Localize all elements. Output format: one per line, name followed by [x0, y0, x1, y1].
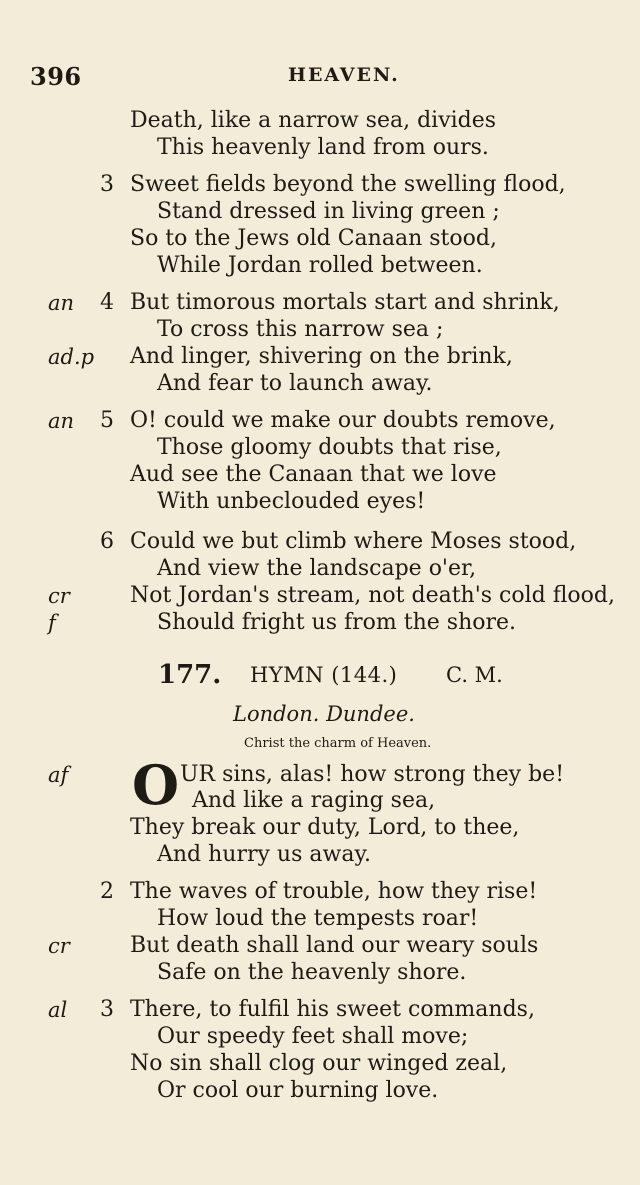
- verse-line: So to the Jews old Canaan stood,: [130, 226, 497, 251]
- verse-line: They break our duty, Lord, to thee,: [130, 815, 520, 840]
- margin-mark: an: [48, 291, 75, 315]
- hymn-subtitle: Christ the charm of Heaven.: [244, 736, 432, 751]
- margin-mark: ad.p: [48, 345, 95, 369]
- verse-line: Stand dressed in living green ;: [157, 199, 500, 224]
- hymn-number: 177.: [158, 660, 222, 690]
- tune-names: London. Dundee.: [233, 702, 415, 726]
- margin-mark: f: [48, 611, 56, 635]
- stanza-number: 3: [100, 172, 114, 197]
- verse-line: To cross this narrow sea ;: [157, 317, 444, 342]
- verse-line: Not Jordan's stream, not death's cold flood,: [130, 583, 615, 608]
- stanza-number: 6: [100, 529, 114, 554]
- verse-line: O! could we make our doubts remove,: [130, 408, 556, 433]
- verse-line: Aud see the Canaan that we love: [130, 462, 497, 487]
- verse-line: And fear to launch away.: [157, 371, 433, 396]
- verse-line: Should fright us from the shore.: [157, 610, 517, 635]
- verse-line: There, to fulfil his sweet commands,: [130, 997, 535, 1022]
- verse-line: Safe on the heavenly shore.: [157, 960, 467, 985]
- stanza-number: 3: [100, 997, 114, 1022]
- verse-line: Our speedy feet shall move;: [157, 1024, 469, 1049]
- verse-line: Or cool our burning love.: [157, 1078, 439, 1103]
- verse-line: The waves of trouble, how they rise!: [130, 879, 538, 904]
- verse-line: With unbeclouded eyes!: [157, 489, 426, 514]
- verse-line: Could we but climb where Moses stood,: [130, 529, 577, 554]
- margin-mark: an: [48, 409, 75, 433]
- verse-line: While Jordan rolled between.: [157, 253, 483, 278]
- stanza-number: 2: [100, 879, 114, 904]
- verse-line: Death, like a narrow sea, divides: [130, 108, 497, 133]
- page-number: 396: [30, 62, 82, 91]
- verse-line: How loud the tempests roar!: [157, 906, 479, 931]
- hymn-title: HYMN (144.): [250, 663, 398, 687]
- verse-line: But timorous mortals start and shrink,: [130, 290, 560, 315]
- hymn-meter: C. M.: [446, 663, 503, 687]
- margin-mark: cr: [48, 584, 70, 608]
- running-head: HEAVEN.: [288, 64, 400, 86]
- verse-line: No sin shall clog our winged zeal,: [130, 1051, 508, 1076]
- verse-line: And view the landscape o'er,: [157, 556, 477, 581]
- verse-line: And linger, shivering on the brink,: [130, 344, 513, 369]
- stanza-number: 4: [100, 290, 114, 315]
- drop-cap: O: [132, 753, 180, 817]
- margin-mark: al: [48, 998, 68, 1022]
- stanza-number: 5: [100, 408, 114, 433]
- margin-mark: cr: [48, 934, 70, 958]
- verse-line: This heavenly land from ours.: [157, 135, 489, 160]
- verse-line: UR sins, alas! how strong they be!: [180, 762, 565, 787]
- verse-line: Sweet fields beyond the swelling flood,: [130, 172, 566, 197]
- margin-mark: af: [48, 763, 69, 787]
- verse-line: Those gloomy doubts that rise,: [157, 435, 502, 460]
- verse-line: But death shall land our weary souls: [130, 933, 539, 958]
- verse-line: And hurry us away.: [157, 842, 371, 867]
- verse-line: And like a raging sea,: [192, 788, 436, 813]
